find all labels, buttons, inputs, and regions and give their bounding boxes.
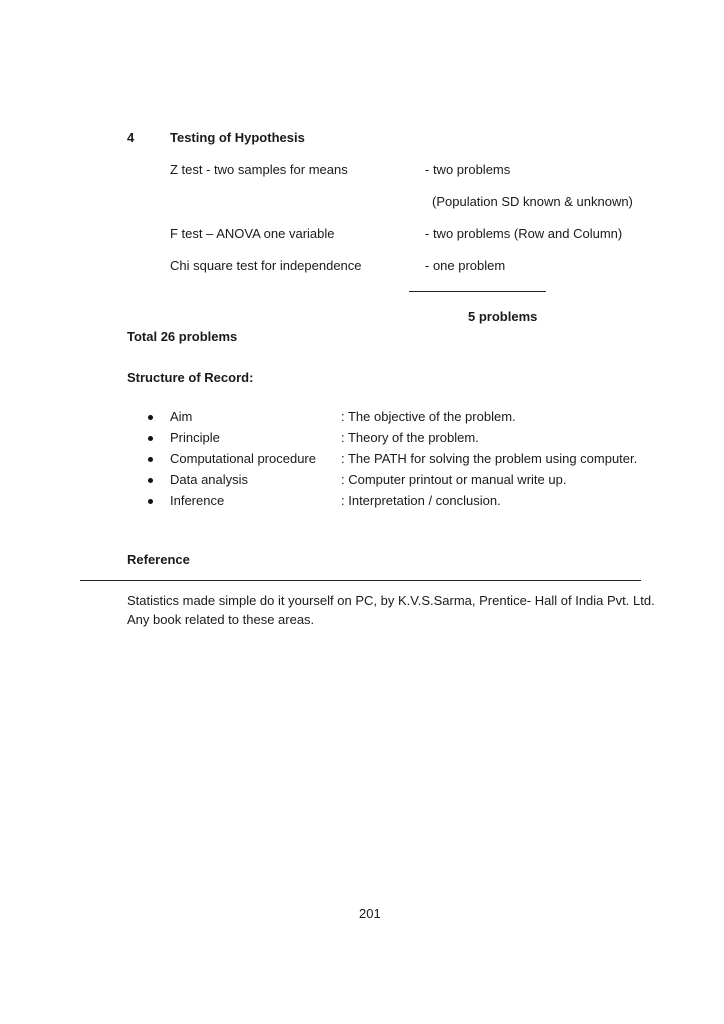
test-count-chi: - one problem <box>425 258 506 273</box>
test-name-z: Z test - two samples for means <box>170 162 348 177</box>
structure-desc-data-analysis: : Computer printout or manual write up. <box>341 472 567 487</box>
structure-term-inference: Inference <box>170 493 225 508</box>
reference-line-2: Any book related to these areas. <box>127 612 315 627</box>
structure-term-principle: Principle <box>170 430 220 445</box>
bullet-icon <box>148 415 153 420</box>
reference-heading: Reference <box>127 552 190 567</box>
section-title: Testing of Hypothesis <box>170 130 305 145</box>
bullet-icon <box>148 436 153 441</box>
reference-rule <box>80 580 641 581</box>
subtotal-rule <box>409 291 546 292</box>
test-note-z: (Population SD known & unknown) <box>432 194 633 209</box>
structure-term-computational: Computational procedure <box>170 451 316 466</box>
structure-desc-principle: : Theory of the problem. <box>341 430 479 445</box>
subtotal-value: 5 problems <box>468 309 538 324</box>
bullet-icon <box>148 457 153 462</box>
test-count-z: - two problems <box>425 162 511 177</box>
section-number: 4 <box>127 130 135 145</box>
test-name-chi: Chi square test for independence <box>170 258 362 273</box>
structure-desc-aim: : The objective of the problem. <box>341 409 516 424</box>
page-number: 201 <box>359 906 381 921</box>
reference-line-1: Statistics made simple do it yourself on PC, by K.V.S.Sarma, Prentice- Hall of India Pvt. Ltd. <box>127 593 655 608</box>
total-problems: Total 26 problems <box>127 329 238 344</box>
structure-desc-computational: : The PATH for solving the problem using computer. <box>341 451 638 466</box>
bullet-icon <box>148 499 153 504</box>
bullet-icon <box>148 478 153 483</box>
test-count-f: - two problems (Row and Column) <box>425 226 623 241</box>
structure-term-aim: Aim <box>170 409 193 424</box>
test-name-f: F test – ANOVA one variable <box>170 226 335 241</box>
structure-term-data-analysis: Data analysis <box>170 472 249 487</box>
structure-desc-inference: : Interpretation / conclusion. <box>341 493 501 508</box>
structure-heading: Structure of Record: <box>127 370 254 385</box>
